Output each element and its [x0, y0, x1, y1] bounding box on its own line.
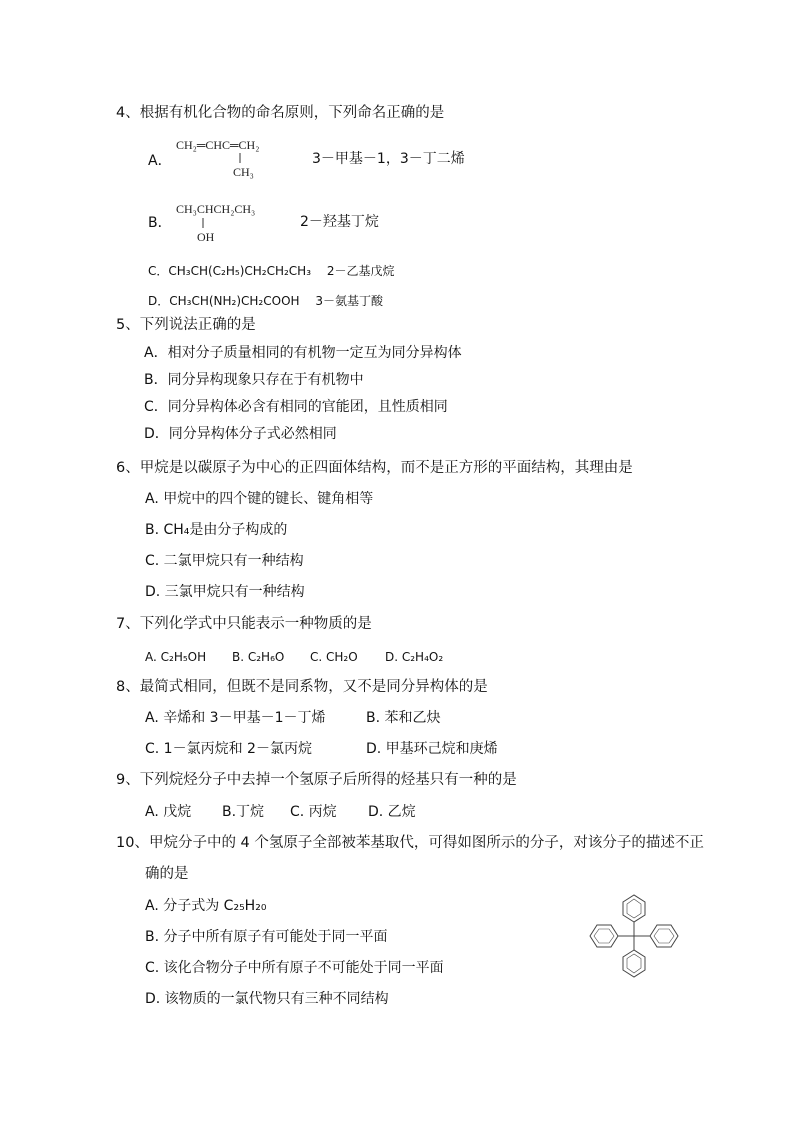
- q4-option-a-name: 3－甲基－1，3－丁二烯: [312, 151, 465, 167]
- q4-option-a-substituent: CH₃: [233, 165, 254, 179]
- q5-option-c: C．同分异构体必含有相同的官能团，且性质相同: [144, 399, 448, 415]
- q10-option-a: A. 分子式为 C₂₅H₂₀: [145, 898, 267, 914]
- q10-option-b: B. 分子中所有原子有可能处于同一平面: [145, 929, 388, 945]
- q7-option-a: A. C₂H₅OH: [145, 650, 207, 664]
- q7-stem: 7、下列化学式中只能表示一种物质的是: [116, 616, 372, 632]
- q4-option-a-label: A．: [148, 153, 172, 169]
- q4-option-b-label: B．: [148, 215, 172, 231]
- q7-option-c: C. CH₂O: [310, 650, 358, 664]
- q8-option-b: B. 苯和乙炔: [366, 710, 441, 726]
- q9-option-b: B.丁烷: [222, 804, 265, 820]
- q10-option-d: D. 该物质的一氯代物只有三种不同结构: [145, 991, 389, 1007]
- q6-stem: 6、甲烷是以碳原子为中心的正四面体结构，而不是正方形的平面结构，其理由是: [116, 460, 633, 476]
- q4-stem: 4、根据有机化合物的命名原则，下列命名正确的是: [116, 105, 445, 121]
- q6-option-d: D. 三氯甲烷只有一种结构: [145, 584, 305, 600]
- q5-stem: 5、下列说法正确的是: [116, 317, 256, 333]
- q4-option-a-formula: CH₂═CHC═CH₂: [176, 138, 260, 152]
- q5-option-b: B．同分异构现象只存在于有机物中: [144, 372, 364, 388]
- q10-stem-line1: 10、甲烷分子中的 4 个氢原子全部被苯基取代，可得如图所示的分子，对该分子的描述不正: [116, 835, 704, 851]
- q5-option-a: A．相对分子质量相同的有机物一定互为同分异构体: [144, 345, 462, 361]
- q6-option-a: A. 甲烷中的四个键的键长、键角相等: [145, 491, 374, 507]
- q4-option-d: D．CH₃CH(NH₂)CH₂COOH 3－氨基丁酸: [148, 294, 383, 308]
- q8-stem: 8、最简式相同，但既不是同系物，又不是同分异构体的是: [116, 679, 488, 695]
- q9-option-c: C. 丙烷: [290, 804, 337, 820]
- q9-option-a: A. 戊烷: [145, 804, 192, 820]
- q4-option-b-substituent: OH: [197, 230, 215, 244]
- q10-stem-line2: 确的是: [145, 866, 189, 882]
- q10-option-c: C. 该化合物分子中所有原子不可能处于同一平面: [145, 960, 444, 976]
- q7-option-b: B. C₂H₆O: [232, 650, 285, 664]
- q4-option-c: C．CH₃CH(C₂H₅)CH₂CH₂CH₃ 2－乙基戊烷: [148, 264, 395, 278]
- q9-option-d: D. 乙烷: [368, 804, 416, 820]
- q4-option-b-name: 2－羟基丁烷: [300, 214, 379, 230]
- q6-option-b: B. CH₄是由分子构成的: [145, 522, 288, 538]
- q4-option-b-formula: CH₃CHCH₂CH₃: [176, 202, 256, 216]
- q8-option-d: D. 甲基环己烷和庚烯: [366, 741, 498, 757]
- q6-option-c: C. 二氯甲烷只有一种结构: [145, 553, 304, 569]
- q7-option-d: D. C₂H₄O₂: [385, 650, 444, 664]
- q8-option-c: C. 1－氯丙烷和 2－氯丙烷: [145, 741, 312, 757]
- q5-option-d: D．同分异构体分子式必然相同: [144, 426, 337, 442]
- q9-stem: 9、下列烷烃分子中去掉一个氢原子后所得的烃基只有一种的是: [116, 772, 517, 788]
- tetraphenylmethane-structure-diagram: [580, 886, 692, 986]
- q8-option-a: A. 辛烯和 3－甲基－1－丁烯: [145, 710, 326, 726]
